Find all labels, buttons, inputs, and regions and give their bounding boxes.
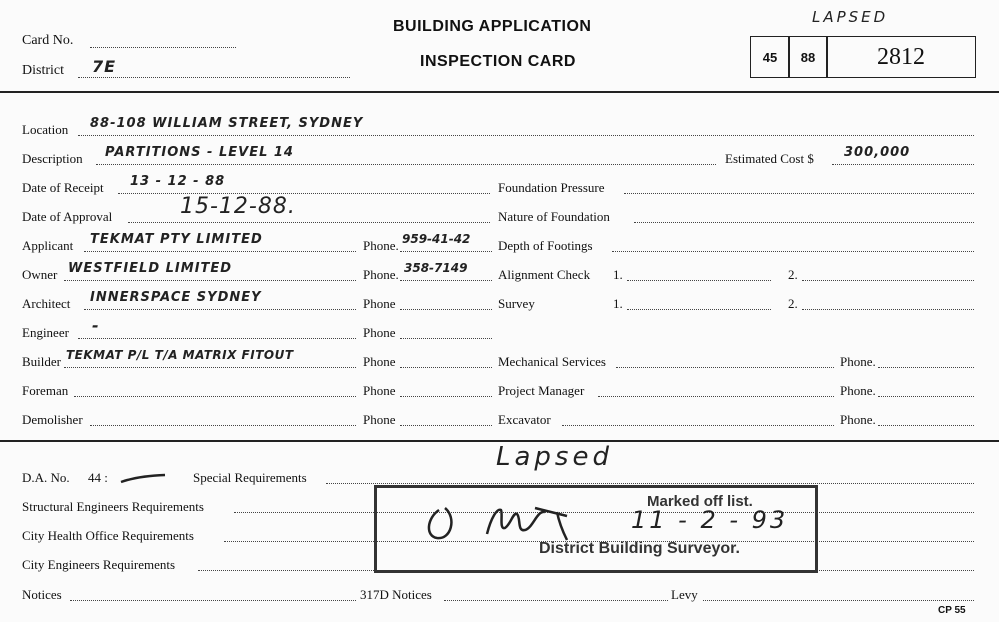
district-value: 7E bbox=[92, 57, 117, 76]
special-req-line bbox=[326, 483, 974, 484]
stamp-district-surveyor: District Building Surveyor. bbox=[539, 540, 740, 557]
structural-label: Structural Engineers Requirements bbox=[22, 499, 204, 514]
owner-phone-label: Phone. bbox=[363, 267, 399, 282]
levy-line bbox=[703, 600, 974, 601]
card-no-label: Card No. bbox=[22, 33, 74, 48]
project-manager-line bbox=[598, 396, 834, 397]
survey-1: 1. bbox=[613, 296, 623, 311]
demolisher-line bbox=[90, 425, 356, 426]
levy-label: Levy bbox=[671, 587, 698, 602]
card-number-box-3: 2812 bbox=[826, 36, 976, 78]
applicant-phone-label: Phone. bbox=[363, 238, 399, 253]
location-line bbox=[78, 135, 974, 136]
notices-label: Notices bbox=[22, 587, 62, 602]
engineer-line bbox=[78, 338, 356, 339]
da-label: D.A. No. bbox=[22, 470, 70, 485]
engineer-label: Engineer bbox=[22, 325, 69, 340]
header-rule bbox=[0, 91, 999, 93]
architect-phone-line bbox=[400, 309, 492, 310]
foreman-line bbox=[74, 396, 356, 397]
title-line1: BUILDING APPLICATION bbox=[393, 18, 592, 35]
mechanical-phone-line bbox=[878, 367, 974, 368]
date-receipt-label: Date of Receipt bbox=[22, 180, 104, 195]
engineer-phone-line bbox=[400, 338, 492, 339]
card-number-box-1: 45 bbox=[750, 36, 790, 78]
card-no-line bbox=[90, 47, 236, 48]
description-line bbox=[96, 164, 716, 165]
builder-phone-label: Phone bbox=[363, 354, 396, 369]
lapsed-note: LAPSED bbox=[812, 8, 889, 26]
survey-2: 2. bbox=[788, 296, 798, 311]
engineer-phone-label: Phone bbox=[363, 325, 396, 340]
special-req-label: Special Requirements bbox=[193, 470, 307, 485]
architect-line bbox=[84, 309, 356, 310]
builder-value: TEKMAT P/L T/A MATRIX FITOUT bbox=[66, 348, 294, 362]
mechanical-phone-label: Phone. bbox=[840, 354, 876, 369]
date-receipt-value: 13 - 12 - 88 bbox=[130, 174, 226, 189]
mechanical-label: Mechanical Services bbox=[498, 354, 606, 369]
applicant-label: Applicant bbox=[22, 238, 74, 253]
city-health-label: City Health Office Requirements bbox=[22, 528, 194, 543]
demolisher-phone-line bbox=[400, 425, 492, 426]
da-value: 44 : bbox=[88, 470, 108, 485]
marked-off-stamp bbox=[374, 485, 818, 573]
estimated-cost-line bbox=[832, 164, 974, 165]
foreman-phone-label: Phone bbox=[363, 383, 396, 398]
location-value: 88-108 WILLIAM STREET, SYDNEY bbox=[90, 116, 364, 131]
alignment-check-2: 2. bbox=[788, 267, 798, 282]
card-number-box-2: 88 bbox=[788, 36, 828, 78]
excavator-line bbox=[562, 425, 834, 426]
form-code: CP 55 bbox=[938, 605, 966, 616]
alignment-check-line-2 bbox=[802, 280, 974, 281]
foreman-label: Foreman bbox=[22, 383, 69, 398]
architect-phone-label: Phone bbox=[363, 296, 396, 311]
demolisher-label: Demolisher bbox=[22, 412, 83, 427]
foundation-pressure-line bbox=[624, 193, 974, 194]
foundation-pressure-label: Foundation Pressure bbox=[498, 180, 605, 195]
date-approval-label: Date of Approval bbox=[22, 209, 113, 224]
district-label: District bbox=[22, 63, 64, 78]
project-manager-phone-label: Phone. bbox=[840, 383, 876, 398]
builder-label: Builder bbox=[22, 354, 61, 369]
survey-label: Survey bbox=[498, 296, 535, 311]
title-line2: INSPECTION CARD bbox=[420, 53, 576, 70]
demolisher-phone-label: Phone bbox=[363, 412, 396, 427]
date-approval-value: 15-12-88. bbox=[180, 194, 296, 219]
excavator-label: Excavator bbox=[498, 412, 551, 427]
stamp-marked-off: Marked off list. bbox=[647, 493, 753, 510]
owner-line bbox=[64, 280, 356, 281]
depth-footings-label: Depth of Footings bbox=[498, 238, 593, 253]
notices-line bbox=[70, 600, 356, 601]
applicant-phone-line bbox=[400, 251, 492, 252]
foreman-phone-line bbox=[400, 396, 492, 397]
stamp-date: 11 - 2 - 93 bbox=[631, 506, 789, 534]
builder-line bbox=[64, 367, 356, 368]
applicant-value: TEKMAT PTY LIMITED bbox=[90, 232, 263, 247]
owner-phone-line bbox=[400, 280, 492, 281]
engineer-value: - bbox=[92, 316, 100, 335]
district-line bbox=[78, 77, 350, 78]
estimated-cost-label: Estimated Cost $ bbox=[725, 151, 814, 166]
survey-line-1 bbox=[627, 309, 771, 310]
survey-line-2 bbox=[802, 309, 974, 310]
applicant-line bbox=[84, 251, 356, 252]
notices-317d-label: 317D Notices bbox=[360, 587, 432, 602]
da-dash-mark bbox=[118, 472, 168, 486]
description-label: Description bbox=[22, 151, 83, 166]
excavator-phone-line bbox=[878, 425, 974, 426]
owner-phone-value: 358-7149 bbox=[404, 261, 468, 275]
applicant-phone-value: 959-41-42 bbox=[402, 232, 471, 246]
alignment-check-line-1 bbox=[627, 280, 771, 281]
alignment-check-1: 1. bbox=[613, 267, 623, 282]
architect-value: INNERSPACE SYDNEY bbox=[90, 290, 262, 305]
date-approval-line bbox=[128, 222, 490, 223]
project-manager-phone-line bbox=[878, 396, 974, 397]
project-manager-label: Project Manager bbox=[498, 383, 585, 398]
owner-label: Owner bbox=[22, 267, 58, 282]
depth-footings-line bbox=[612, 251, 974, 252]
notices-317d-line bbox=[444, 600, 668, 601]
estimated-cost-value: 300,000 bbox=[844, 145, 911, 160]
lapsed-handwritten: Lapsed bbox=[496, 442, 613, 472]
excavator-phone-label: Phone. bbox=[840, 412, 876, 427]
architect-label: Architect bbox=[22, 296, 71, 311]
alignment-check-label: Alignment Check bbox=[498, 267, 591, 282]
description-value: PARTITIONS - LEVEL 14 bbox=[105, 145, 294, 160]
mechanical-line bbox=[616, 367, 834, 368]
location-label: Location bbox=[22, 122, 69, 137]
builder-phone-line bbox=[400, 367, 492, 368]
nature-foundation-label: Nature of Foundation bbox=[498, 209, 610, 224]
owner-value: WESTFIELD LIMITED bbox=[68, 261, 233, 276]
city-engineers-label: City Engineers Requirements bbox=[22, 557, 176, 572]
nature-foundation-line bbox=[634, 222, 974, 223]
date-receipt-line bbox=[118, 193, 490, 194]
